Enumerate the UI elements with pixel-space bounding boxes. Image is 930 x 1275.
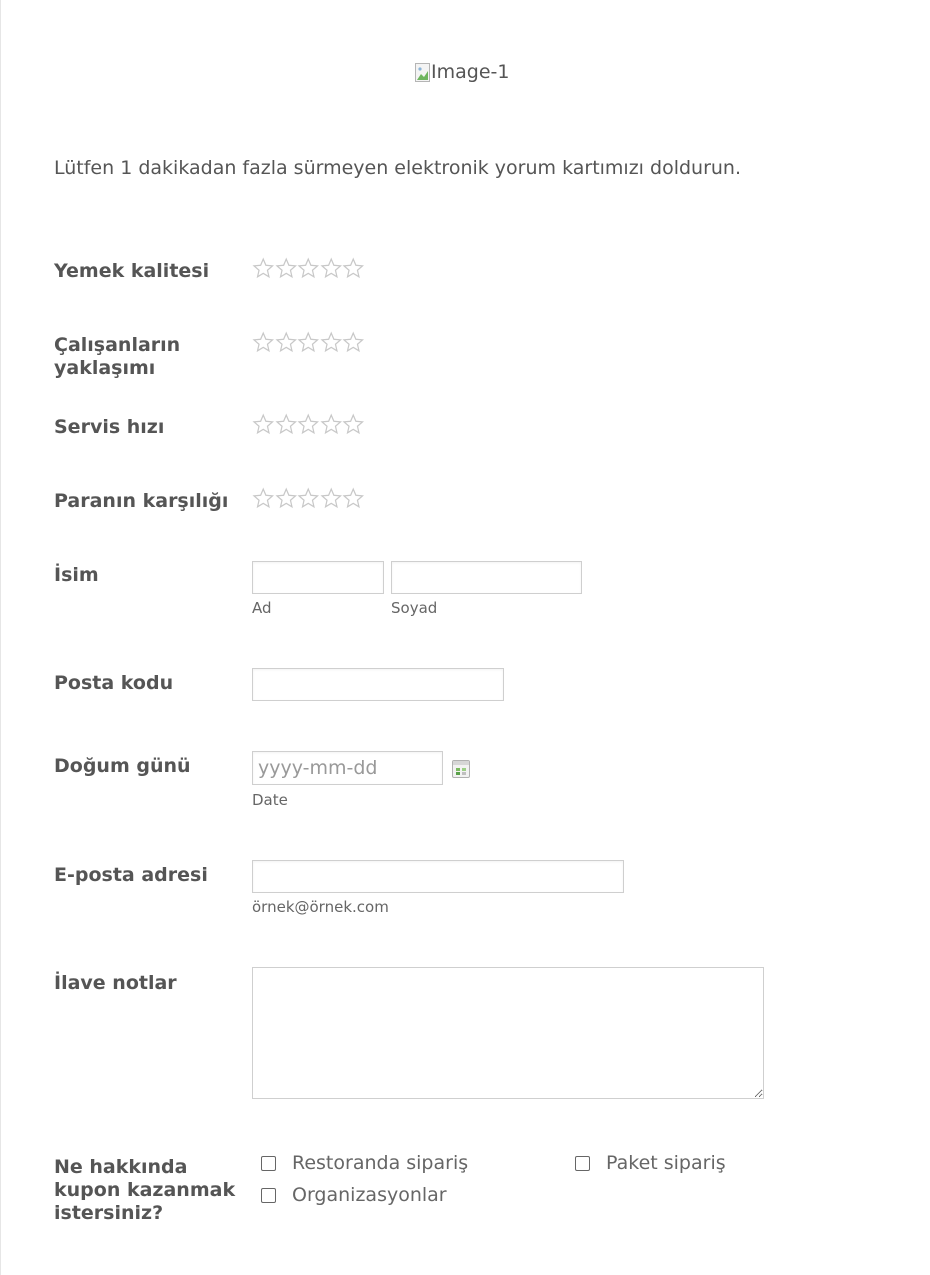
checkbox[interactable]: [575, 1156, 590, 1171]
coupon-option-takeaway[interactable]: [575, 1152, 726, 1174]
star-icon[interactable]: [252, 256, 275, 280]
star-icon[interactable]: [252, 486, 275, 510]
birthday-date-input[interactable]: [252, 751, 443, 785]
postal-code-input[interactable]: [252, 668, 504, 701]
star-icon[interactable]: [275, 486, 298, 510]
email-input[interactable]: [252, 860, 624, 893]
coupon-option-label: Paket sipariş: [606, 1152, 726, 1174]
star-icon[interactable]: [342, 486, 365, 510]
form-intro-text: Lütfen 1 dakikadan fazla sürmeyen elektronik yorum kartımızı doldurun.: [54, 157, 742, 179]
rating-stars-staff-attitude[interactable]: [252, 330, 365, 354]
birthday-label: Doğum günü: [54, 755, 191, 777]
star-icon[interactable]: [275, 412, 298, 436]
star-icon[interactable]: [320, 486, 343, 510]
last-name-input[interactable]: [391, 561, 582, 594]
star-icon[interactable]: [297, 486, 320, 510]
star-icon[interactable]: [320, 256, 343, 280]
checkbox[interactable]: [261, 1188, 276, 1203]
rating-label-service-speed: Servis hızı: [54, 416, 165, 438]
birthday-sublabel: Date: [252, 791, 288, 809]
email-label: E-posta adresi: [54, 864, 208, 886]
rating-stars-value-for-money[interactable]: [252, 486, 365, 510]
star-icon[interactable]: [252, 412, 275, 436]
rating-stars-service-speed[interactable]: [252, 412, 365, 436]
header-image-alt-text: Image-1: [431, 61, 510, 83]
rating-label-value-for-money: Paranın karşılığı: [54, 490, 229, 512]
star-icon[interactable]: [342, 256, 365, 280]
calendar-icon[interactable]: [452, 760, 470, 778]
broken-image-icon: [415, 63, 431, 81]
coupon-option-label: Restoranda sipariş: [292, 1152, 469, 1174]
first-name-sublabel: Ad: [252, 599, 272, 617]
coupon-option-label: Organizasyonlar: [292, 1184, 447, 1206]
page-border: [0, 0, 1, 1275]
star-icon[interactable]: [320, 412, 343, 436]
rating-label-staff-attitude: Çalışanların yaklaşımı: [54, 334, 181, 379]
star-icon[interactable]: [297, 330, 320, 354]
header-image: [415, 61, 509, 83]
coupon-option-dine-in[interactable]: [261, 1152, 468, 1174]
notes-textarea[interactable]: [252, 967, 764, 1099]
star-icon[interactable]: [275, 256, 298, 280]
first-name-input[interactable]: [252, 561, 384, 594]
rating-label-food-quality: Yemek kalitesi: [54, 260, 210, 282]
name-label: İsim: [54, 564, 99, 586]
checkbox[interactable]: [261, 1156, 276, 1171]
star-icon[interactable]: [252, 330, 275, 354]
star-icon[interactable]: [297, 256, 320, 280]
rating-stars-food-quality[interactable]: [252, 256, 365, 280]
star-icon[interactable]: [342, 330, 365, 354]
star-icon[interactable]: [320, 330, 343, 354]
star-icon[interactable]: [342, 412, 365, 436]
last-name-sublabel: Soyad: [391, 599, 438, 617]
email-sublabel: örnek@örnek.com: [252, 898, 389, 916]
star-icon[interactable]: [275, 330, 298, 354]
coupon-label: Ne hakkında kupon kazanmak istersiniz?: [54, 1156, 236, 1224]
postal-code-label: Posta kodu: [54, 672, 174, 694]
coupon-option-events[interactable]: [261, 1184, 447, 1206]
star-icon[interactable]: [297, 412, 320, 436]
notes-label: İlave notlar: [54, 972, 177, 994]
